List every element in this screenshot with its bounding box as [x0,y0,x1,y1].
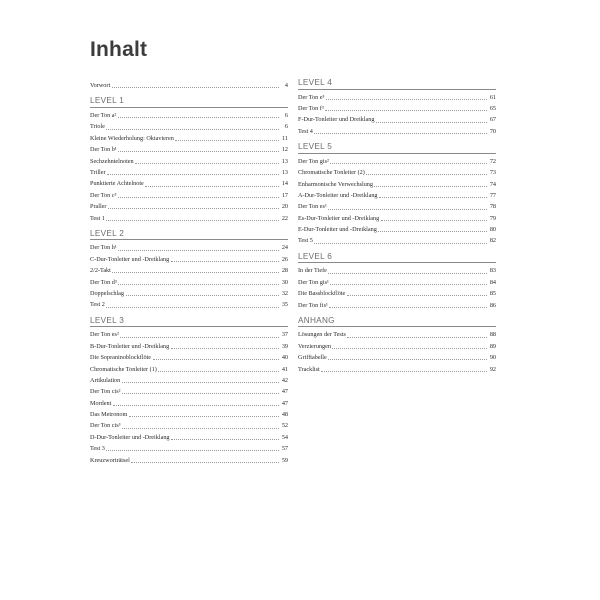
dot-leader [153,359,279,360]
toc-entry [90,286,288,297]
dot-leader [330,284,486,285]
toc-entry-page-number: 65 [489,105,496,113]
dot-leader [314,243,486,244]
toc-entry-page-number: 77 [489,191,496,199]
toc-entry [298,112,496,123]
toc-entry-title: Test 2 [90,301,105,309]
toc-entry [298,101,496,112]
toc-entry [90,297,288,308]
toc-entry [298,263,496,274]
toc-entry-page-number: 40 [281,354,288,362]
dot-leader [328,273,486,274]
toc-section-heading: LEVEL 5 [298,142,496,154]
toc-entry-title: Der Ton cis² [90,388,121,396]
dot-leader [366,174,486,175]
dot-leader [347,337,486,338]
toc-entry [298,233,496,244]
toc-entry-title: Der Ton a² [90,112,117,120]
toc-entry [90,441,288,452]
toc-entry-title: Test 3 [90,445,105,453]
dot-leader [108,208,279,209]
toc-entry [90,395,288,406]
toc-section-heading: ANHANG [298,316,496,328]
toc-entry-page-number: 14 [281,180,288,188]
toc-entry-page-number: 89 [489,342,496,350]
toc-entry-page-number: 70 [489,127,496,135]
toc-entry [90,108,288,119]
dot-leader [122,382,279,383]
dot-leader [112,87,279,88]
toc-entry [90,274,288,285]
toc-entry-page-number: 47 [281,388,288,396]
dot-leader [131,462,278,463]
toc-entry [298,339,496,350]
dot-leader [122,428,278,429]
toc-entry-title: Die Sopraninoblockflöte [90,354,152,362]
toc-entry [90,199,288,210]
toc-entry-page-number: 6 [284,123,288,131]
toc-entry-page-number: 83 [489,267,496,275]
toc-entry [298,199,496,210]
dot-leader [118,284,278,285]
toc-entry-title: Kreuzworträtsel [90,456,130,464]
toc-entry-page-number: 17 [281,191,288,199]
toc-entry-page-number: 74 [489,180,496,188]
toc-entry-title: Die Bassblockflöte [298,290,346,298]
toc-entry [298,176,496,187]
toc-entry-title: Chromatische Tonleiter (2) [298,169,365,177]
toc-entry-page-number: 13 [281,157,288,165]
toc-entry-page-number: 13 [281,169,288,177]
toc-entry-title: Der Ton gis² [298,157,329,165]
toc-entry-title: Der Ton es¹ [298,203,327,211]
toc-entry [90,407,288,418]
toc-entry-title: Der Ton e³ [298,93,325,101]
toc-section-heading: LEVEL 1 [90,96,288,108]
toc-entry-page-number: 26 [281,255,288,263]
toc-entry-title: Es-Dur-Tonleiter und -Dreiklang [298,214,380,222]
toc-entry-title: Chromatische Tonleiter (1) [90,365,157,373]
toc-entry [90,430,288,441]
toc-entry-page-number: 32 [281,290,288,298]
toc-entry [90,142,288,153]
toc-entry-page-number: 54 [281,433,288,441]
toc-entry [298,350,496,361]
toc-entry-title: Der Ton c³ [90,191,117,199]
toc-entry [90,327,288,338]
toc-entry-title: A-Dur-Tonleiter und -Dreiklang [298,191,378,199]
toc-entry-page-number: 86 [489,301,496,309]
dot-leader [106,307,278,308]
toc-entry-title: Artikulation [90,376,121,384]
toc-entry [90,350,288,361]
toc-entry-title: 2/2-Takt [90,267,111,275]
toc-entry-title: C-Dur-Tonleiter und -Dreiklang [90,255,170,263]
toc-entry-page-number: 41 [281,365,288,373]
toc-entry-page-number: 24 [281,244,288,252]
dot-leader [381,220,487,221]
toc-entry-title: Der Ton fis¹ [298,301,328,309]
toc-entry [90,418,288,429]
toc-entry [298,297,496,308]
toc-entry-page-number: 90 [489,354,496,362]
dot-leader [171,348,279,349]
toc-entry-page-number: 30 [281,278,288,286]
toc-entry [298,222,496,233]
toc-entry-page-number: 73 [489,169,496,177]
toc-entry-title: Test 4 [298,127,313,135]
toc-entry [90,263,288,274]
toc-entry-title: B-Dur-Tonleiter und -Dreiklang [90,342,170,350]
dot-leader [118,151,278,152]
toc-entry-title: Doppelschlag [90,290,125,298]
toc-right-column [298,78,496,373]
toc-entry-page-number: 6 [284,112,288,120]
toc-entry-title: Der Ton b¹ [90,146,117,154]
toc-entry-page-number: 35 [281,301,288,309]
dot-leader [328,209,486,210]
dot-leader [374,186,486,187]
toc-entry-page-number: 22 [281,214,288,222]
dot-leader [135,163,278,164]
dot-leader [112,272,278,273]
toc-entry-page-number: 47 [281,399,288,407]
dot-leader [107,174,278,175]
toc-entry [90,176,288,187]
toc-entry-page-number: 42 [281,376,288,384]
toc-entry-title: Tracklist [298,365,320,373]
toc-entry-page-number: 79 [489,214,496,222]
toc-entry-page-number: 82 [489,237,496,245]
dot-leader [325,110,486,111]
toc-section-heading: LEVEL 4 [298,78,496,90]
dot-leader [314,133,486,134]
toc-entry [298,124,496,135]
dot-leader [376,122,487,123]
toc-entry-title: Der Ton cis³ [90,422,121,430]
dot-leader [122,393,278,394]
toc-entry [90,153,288,164]
toc-entry-title: Der Ton f³ [298,105,324,113]
toc-entry [298,361,496,372]
dot-leader [118,197,279,198]
toc-section-heading: LEVEL 3 [90,316,288,328]
toc-entry-page-number: 52 [281,422,288,430]
toc-section-heading: LEVEL 2 [90,229,288,241]
toc-entry-page-number: 61 [489,93,496,101]
toc-entry-title: Der Ton es² [90,331,119,339]
dot-leader [330,163,486,164]
toc-entry-title: Enharmonische Verwechslung [298,180,373,188]
toc-entry [298,90,496,101]
dot-leader [118,250,278,251]
toc-entry-title: Test 5 [298,237,313,245]
toc-entry-page-number: 28 [281,267,288,275]
toc-entry-title: Der Ton gis¹ [298,278,329,286]
dot-leader [321,371,486,372]
dot-leader [120,337,278,338]
toc-entry-title: Der Ton d³ [90,278,117,286]
toc-entry [90,339,288,350]
dot-leader [329,307,486,308]
toc-entry [298,286,496,297]
dot-leader [126,295,279,296]
dot-leader [175,140,278,141]
toc-entry-title: Grifftabelle [298,354,327,362]
toc-entry-page-number: 39 [281,342,288,350]
toc-entry-title: Praller [90,203,107,211]
toc-entry-page-number: 59 [281,456,288,464]
toc-entry-page-number: 12 [281,146,288,154]
dot-leader [129,416,279,417]
toc-entry-title: Vorwort [90,82,111,90]
toc-entry [298,188,496,199]
toc-entry-page-number: 78 [489,203,496,211]
toc-entry-title: Kleine Wiederholung: Oktavieren [90,134,174,142]
toc-entry-page-number: 37 [281,331,288,339]
toc-entry [90,373,288,384]
dot-leader [106,220,278,221]
toc-entry-title: Verzierungen [298,342,331,350]
dot-leader [379,197,486,198]
toc-entry-title: In der Tiefe [298,267,327,275]
toc-entry-title: F-Dur-Tonleiter und Dreiklang [298,116,375,124]
toc-entry-page-number: 20 [281,203,288,211]
toc-entry [90,361,288,372]
dot-leader [106,450,278,451]
toc-entry-page-number: 11 [282,134,288,142]
dot-leader [106,129,278,130]
toc-entry [90,165,288,176]
toc-entry-title: Triller [90,169,106,177]
toc-entry-title: E-Dur-Tonleiter und -Dreiklang [298,226,377,234]
toc-entry-title: Lösungen der Tests [298,331,346,339]
toc-entry [90,188,288,199]
toc-entry-title: Das Metronom [90,411,128,419]
dot-leader [332,348,486,349]
dot-leader [113,405,279,406]
toc-entry-title: Sechzehntelnoten [90,157,134,165]
toc-section-heading: LEVEL 6 [298,252,496,264]
toc-entry [298,211,496,222]
toc-entry-page-number: 67 [489,116,496,124]
toc-entry [90,240,288,251]
toc-entry-title: Der Ton h¹ [90,244,117,252]
dot-leader [378,231,486,232]
toc-entry-title: Punktierte Achtelnote [90,180,144,188]
toc-entry-page-number: 88 [489,331,496,339]
dot-leader [171,261,279,262]
toc-entry [90,131,288,142]
toc-entry-page-number: 85 [489,290,496,298]
toc-entry-title: Mordent [90,399,112,407]
dot-leader [118,117,279,118]
toc-entry-page-number: 48 [281,411,288,419]
toc-entry-title: D-Dur-Tonleiter und -Dreiklang [90,433,170,441]
toc-left-column [90,78,288,464]
dot-leader [328,359,486,360]
toc-entry [90,452,288,463]
dot-leader [347,295,487,296]
toc-entry [298,275,496,286]
toc-entry [298,165,496,176]
dot-leader [158,371,278,372]
page-title: Inhalt [90,38,148,61]
toc-entry-page-number: 4 [284,82,288,90]
dot-leader [326,99,487,100]
dot-leader [145,186,278,187]
toc-entry [90,252,288,263]
toc-entry [90,384,288,395]
toc-entry-page-number: 92 [489,365,496,373]
toc-entry [90,119,288,130]
toc-entry-title: Test 1 [90,214,105,222]
toc-entry-page-number: 72 [489,157,496,165]
toc-entry-page-number: 84 [489,278,496,286]
toc-entry [90,210,288,221]
dot-leader [171,439,278,440]
toc-entry [298,154,496,165]
toc-entry-page-number: 57 [281,445,288,453]
toc-entry-page-number: 80 [489,226,496,234]
toc-entry-title: Triole [90,123,105,131]
toc-entry [298,327,496,338]
toc-entry [90,78,288,89]
